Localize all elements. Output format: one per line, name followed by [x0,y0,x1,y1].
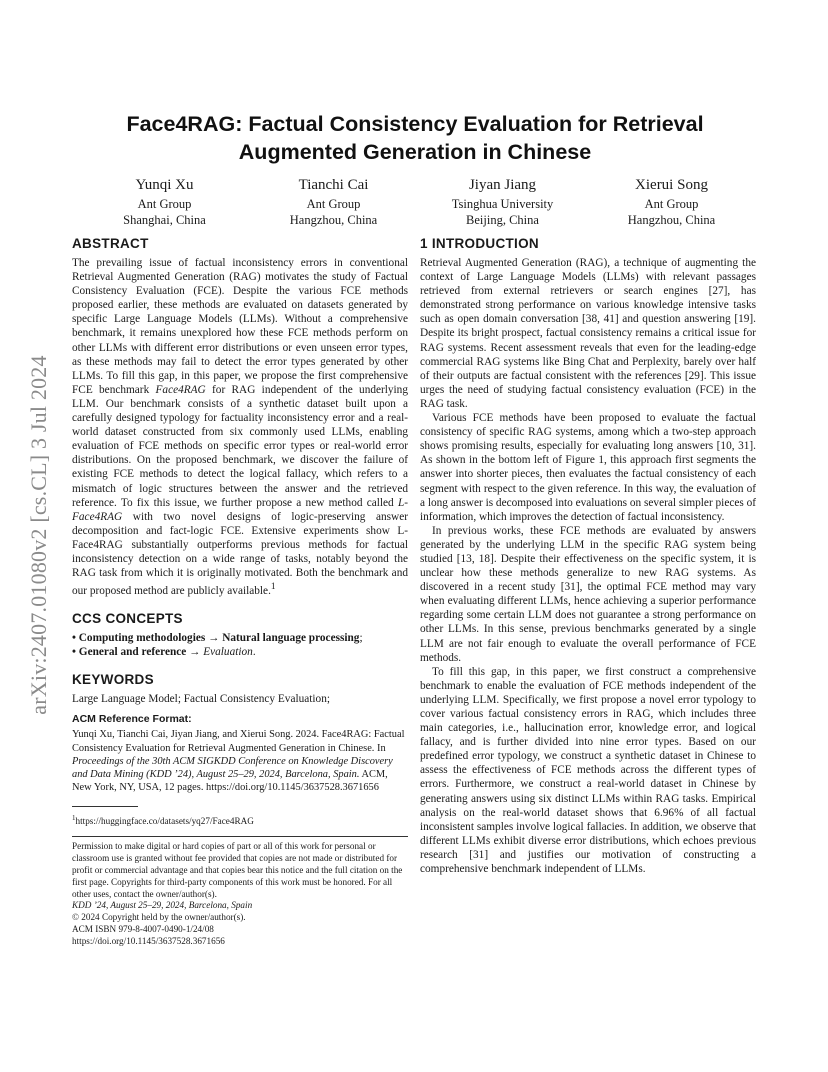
method-name: L-Face4RAG [72,496,408,523]
intro-paragraph-3: In previous works, these FCE methods are evaluated by answers generated by the underlying LLM in the specific RAG system being studied [13, 18]. Despite their effectiveness on the specific system, it is unclear how these methods generalize to new RAG systems. As discovered in a recent study [31], the optimal FCE method may vary when evaluating different LLMs, hence achieving a superior performance regarding some certain LLM does not guarantee a strong performance on other LLMs. In this sense, previous benchmarks generated by a single LLM are not fair enough to evaluate the overall performance of FCE methods. [420,524,756,664]
ccs-concept-1-text: • Computing methodologies → Natural language processing [72,632,360,645]
author-affiliation: Ant Group [644,197,699,211]
abstract-part-2: for RAG independent of the underlying LLM. Our benchmark consists of a synthetic dataset built upon a carefully designed typology for factuality inconsistency error and a real-world dataset constructed from six commonly used LLMs, enabling evaluation of FCE methods on specific error types or real-world error distributions. On the proposed benchmark, we discover the failure of existing FCE methods to detect the logical fallacy, which refers to a mismatch of logic structures between the answer and the retrieved reference. To fix this issue, we further propose a new method called [72,383,408,509]
ccs-concept-2-text: • General and reference [72,646,187,659]
copyright-line: © 2024 Copyright held by the owner/author(s). [72,912,246,923]
footnote-number: 1 [72,814,76,823]
author-location: Hangzhou, China [289,213,378,227]
author-affiliation: Tsinghua University [451,197,554,211]
introduction-heading: 1 INTRODUCTION [420,236,539,251]
ccs-concept-2 [72,645,408,659]
abstract-part-3: with two novel designs of logic-preserving answer decomposition and fact-logic FCE. Extensive experiments show L-Face4RAG substantially outperforms previous methods for factual inconsistency detection on a wide range of tasks, notably beyond the RAG task from which it is originally motivated. Both the benchmark and our proposed method are publicly available. [72,510,408,597]
arxiv-identifier-stamp: arXiv:2407.01080v2 [cs.CL] 3 Jul 2024 [26,355,51,715]
acm-reference-text [72,728,408,794]
doi-link[interactable]: https://doi.org/10.1145/3637528.3671656 [72,935,225,946]
permission-rule [72,836,408,837]
intro-paragraph-2: Various FCE methods have been proposed to evaluate the factual consistency of specific RAG systems, among which a two-step approach shows promising results, especially for evaluating long answers [10, 31]. As shown in the bottom left of Figure 1, this approach first segments the answer into shorter pieces, then evaluates the factual consistency of each segment with respect to the given reference. In this way, the evaluation of a long answer is decomposed into evaluations on several simpler pieces of information, which improves the detection of factual inconsistency. [420,412,756,523]
author-2 [249,176,418,228]
permission-notice: Permission to make digital or hard copies of part or all of this work for personal or classroom use is granted without fee provided that copies are not made or distributed for profit or commercial advantage and that copies bear this notice and the full citation on the first page. Copyrights for third-party components of this work must be honored. For all other uses, contact the owner/author(s). [72,841,403,899]
ccs-concept-2-leaf: Evaluation [203,646,253,659]
ccs-concept-2-end: . [252,646,256,659]
footnote [72,812,408,827]
acm-reference-heading: ACM Reference Format: [72,713,192,726]
abstract-part-1: The prevailing issue of factual inconsistency errors in conventional Retrieval Augmented Generation (RAG) motivates the study of Factual Consistency Evaluation (FCE). Despite the various FCE methods proposed earlier, these methods are evaluated on datasets generated by specific Large Language Models (LLMs). Without a comprehensive benchmark, it remains unexplored how these FCE methods perform on other LLMs with different error distributions or even unseen error types, as these methods may fail to detect the error types generated by other LLMs. To fill this gap, in this paper, we propose the first comprehensive FCE benchmark [72,257,408,396]
author-name: Tianchi Cai [298,177,369,193]
author-name: Xierui Song [635,177,708,193]
right-column [420,235,756,876]
keywords-text: Large Language Model; Factual Consistency Evaluation; [72,693,330,706]
footnote-marker: 1 [270,582,276,593]
ccs-heading: CCS CONCEPTS [72,611,183,627]
author-name: Yunqi Xu [135,177,194,193]
intro-paragraph-1: Retrieval Augmented Generation (RAG), a technique of augmenting the context of Large Language Models (LLMs) with relevant passages retrieved from external retrievers or search engines [27], has demonstrated strong performance on various knowledge intensive tasks such as open domain conversation [38, 41] and question answering [19]. Despite its bright prospect, factual consistency remains a critical issue for RAG systems. Recent assessment reveals that even for the leading-edge commercial RAG systems like Bing Chat and Perplexity, barely over half of their outputs are factual consistent with the references [29]. This issue urges the need of studying factual consistency evaluation (FCE) in the RAG task. [420,257,756,410]
footnote-rule [72,806,138,807]
author-location: Hangzhou, China [627,213,716,227]
ccs-concept-1 [72,631,408,645]
title-line-2: Augmented Generation in Chinese [238,140,592,164]
author-location: Shanghai, China [123,213,206,227]
ccs-concept-1-end: ; [359,632,363,645]
ccs-concept-2-arrow: → [186,646,204,659]
isbn-line: ACM ISBN 979-8-4007-0490-1/24/08 [72,924,214,935]
paper-title [90,110,740,166]
acm-reference-part-1: Yunqi Xu, Tianchi Cai, Jiyan Jiang, and Xierui Song. 2024. Face4RAG: Factual Consistency Evaluation for Retrieval Augmented Generation in Chinese. In [72,729,405,754]
title-line-1: Face4RAG: Factual Consistency Evaluation for Retrieval [126,112,704,136]
footnote-link[interactable]: https://huggingface.co/datasets/yq27/Face4RAG [75,816,254,827]
abstract-text [72,256,408,598]
author-4 [587,176,756,228]
author-affiliation: Ant Group [137,197,192,211]
author-affiliation: Ant Group [306,197,361,211]
abstract-heading: ABSTRACT [72,236,149,251]
author-3 [418,176,587,228]
benchmark-name: Face4RAG [155,383,206,396]
keywords-heading: KEYWORDS [72,672,154,688]
author-name: Jiyan Jiang [468,177,537,193]
acm-reference-venue: Proceedings of the 30th ACM SIGKDD Conference on Knowledge Discovery and Data Mining (KDD ’24), August 25–29, 2024, Barcelona, Spain. [72,755,393,780]
left-column [72,235,408,948]
venue-line [72,900,408,912]
author-block [80,176,756,228]
intro-paragraph-4: To fill this gap, in this paper, we first construct a comprehensive benchmark to enable the evaluation of FCE methods independent of the underlying LLM. Specifically, we first propose a novel error typology to cover various factual consistency errors in RAG, which includes three main categories, i.e., hallucination error, knowledge error, and logical fallacy, and is further divided into nine error types. Based on our predefined error typology, we construct a synthetic dataset in Chinese to assess the effectiveness of FCE methods across the different types of errors. Furthermore, we construct a real-world dataset in Chinese by generating answers using six distinct LLMs within RAG tasks. Empirical analysis on the real-world dataset shows that 6.96% of all factual inconsistent samples involve logical fallacies. In addition, we observe that different LLMs exhibit diverse error distributions, which echoes previous research [31] and justifies our motivation of constructing a comprehensive benchmark independent of LLMs. [420,665,756,876]
author-location: Beijing, China [466,213,539,227]
author-1 [80,176,249,228]
acm-reference-part-2: ACM, New York, NY, USA, 12 pages. https://doi.org/10.1145/3637528.3671656 [72,769,388,794]
venue-text: KDD ’24, August 25–29, 2024, Barcelona, Spain [72,900,253,911]
